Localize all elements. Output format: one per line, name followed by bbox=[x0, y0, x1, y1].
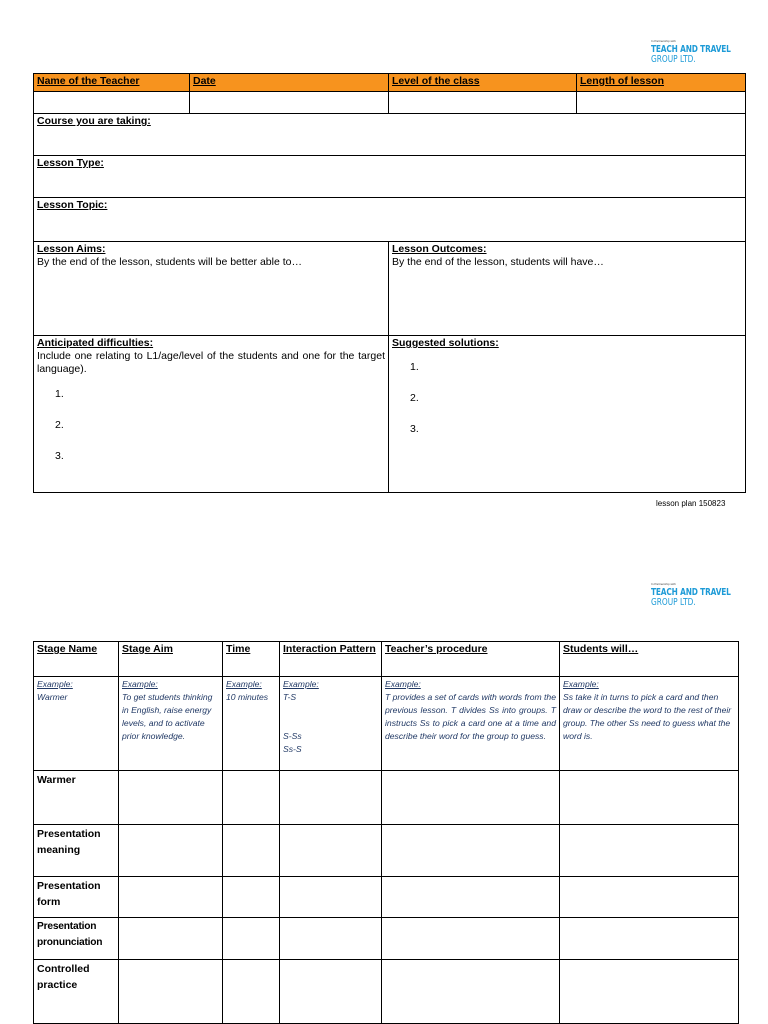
lesson-aims-text: By the end of the lesson, students will be better able to… bbox=[37, 256, 302, 268]
stage-cell[interactable] bbox=[223, 825, 280, 877]
stage-cell[interactable] bbox=[560, 771, 739, 825]
lesson-outcomes-text: By the end of the lesson, students will have… bbox=[392, 256, 604, 268]
stage-cell[interactable] bbox=[223, 960, 280, 1024]
length-label: Length of lesson bbox=[577, 74, 746, 92]
logo-partner-text: In Partnership with bbox=[651, 39, 676, 43]
stage-cell[interactable] bbox=[382, 960, 560, 1024]
stage-cell[interactable] bbox=[280, 771, 382, 825]
example-label: Example: bbox=[122, 679, 158, 689]
solution-item-1: 1. bbox=[410, 361, 419, 373]
date-field[interactable] bbox=[190, 92, 389, 114]
stage-cell[interactable] bbox=[560, 877, 739, 918]
stage-cell[interactable] bbox=[119, 877, 223, 918]
example-label: Example: bbox=[226, 679, 262, 689]
lesson-type-field[interactable] bbox=[34, 156, 746, 198]
stage-table bbox=[33, 641, 739, 1024]
stage-row-controlled-practice bbox=[34, 960, 739, 1024]
stage-row-presentation-form bbox=[34, 877, 739, 918]
lesson-outcomes-field[interactable] bbox=[389, 242, 746, 336]
footer-text: lesson plan 150823 bbox=[656, 499, 726, 508]
lesson-aims-field[interactable] bbox=[34, 242, 389, 336]
example-label: Example: bbox=[563, 679, 599, 689]
col-interaction-pattern: Interaction Pattern bbox=[280, 642, 382, 677]
length-field[interactable] bbox=[577, 92, 746, 114]
logo-line-2: GROUP LTD. bbox=[651, 596, 696, 608]
level-label: Level of the class bbox=[389, 74, 577, 92]
teacher-name-field[interactable] bbox=[34, 92, 190, 114]
company-logo bbox=[651, 40, 753, 64]
stage-cell[interactable] bbox=[119, 771, 223, 825]
example-pattern-2: S-Ss bbox=[283, 731, 302, 741]
stage-cell[interactable] bbox=[119, 918, 223, 960]
example-aim: To get students thinking in English, raise energy levels, and to activate prior knowledge. bbox=[122, 692, 213, 741]
anticipated-difficulties-field[interactable] bbox=[34, 336, 389, 493]
stage-row-presentation-pronunciation bbox=[34, 918, 739, 960]
lesson-outcomes-label: Lesson Outcomes: bbox=[392, 243, 487, 255]
stage-cell[interactable] bbox=[560, 918, 739, 960]
difficulties-label: Anticipated difficulties: bbox=[37, 337, 154, 349]
stage-cell[interactable] bbox=[560, 960, 739, 1024]
solution-item-2: 2. bbox=[410, 392, 419, 404]
col-stage-aim: Stage Aim bbox=[119, 642, 223, 677]
stage-cell[interactable] bbox=[223, 918, 280, 960]
col-stage-name: Stage Name bbox=[34, 642, 119, 677]
example-row bbox=[34, 677, 739, 771]
col-students-will: Students will… bbox=[560, 642, 739, 677]
stage-cell[interactable] bbox=[560, 825, 739, 877]
difficulty-item-2: 2. bbox=[55, 419, 64, 431]
stage-cell[interactable] bbox=[119, 960, 223, 1024]
example-label: Example: bbox=[283, 679, 319, 689]
logo-line-1: TEACH AND TRAVEL bbox=[651, 44, 731, 55]
stage-name-warmer: Warmer bbox=[34, 771, 119, 825]
stage-cell[interactable] bbox=[223, 877, 280, 918]
stage-name-presentation-form: Presentation form bbox=[34, 877, 119, 918]
stage-cell[interactable] bbox=[382, 825, 560, 877]
col-teacher-procedure: Teacher’s procedure bbox=[382, 642, 560, 677]
level-field[interactable] bbox=[389, 92, 577, 114]
stage-cell[interactable] bbox=[119, 825, 223, 877]
stage-cell[interactable] bbox=[223, 771, 280, 825]
example-stage: Warmer bbox=[37, 692, 68, 702]
difficulties-text: Include one relating to L1/age/level of the students and one for the target language). bbox=[37, 350, 385, 375]
header-row bbox=[34, 74, 746, 92]
stage-cell[interactable] bbox=[280, 918, 382, 960]
example-students: Ss take it in turns to pick a card and then draw or describe the word to the rest of their group. The other Ss need to guess what the word is. bbox=[563, 692, 732, 741]
date-label: Date bbox=[190, 74, 389, 92]
difficulty-item-1: 1. bbox=[55, 388, 64, 400]
solution-item-3: 3. bbox=[410, 423, 419, 435]
lesson-topic-field[interactable] bbox=[34, 198, 746, 242]
example-pattern-1: T-S bbox=[283, 692, 297, 702]
example-pattern-3: Ss-S bbox=[283, 744, 302, 754]
example-procedure: T provides a set of cards with words from the previous lesson. T divides Ss into groups. T instructs Ss to pick a card one at a time and describe their word for the group to guess. bbox=[385, 692, 556, 741]
difficulty-item-3: 3. bbox=[55, 450, 64, 462]
logo-partner-text: In Partnership with bbox=[651, 582, 676, 586]
logo-line-2: GROUP LTD. bbox=[651, 53, 696, 65]
example-label: Example: bbox=[37, 679, 73, 689]
teacher-name-label: Name of the Teacher bbox=[34, 74, 190, 92]
stage-table-header bbox=[34, 642, 739, 677]
example-label: Example: bbox=[385, 679, 421, 689]
solutions-label: Suggested solutions: bbox=[392, 337, 499, 349]
lesson-plan-form bbox=[33, 73, 746, 493]
col-time: Time bbox=[223, 642, 280, 677]
stage-name-presentation-pronunciation: Presentation pronunciation bbox=[34, 918, 119, 960]
header-input-row bbox=[34, 92, 746, 114]
stage-name-controlled-practice: Controlled practice bbox=[34, 960, 119, 1024]
course-field[interactable] bbox=[34, 114, 746, 156]
lesson-topic-label: Lesson Topic: bbox=[37, 199, 108, 211]
suggested-solutions-field[interactable] bbox=[389, 336, 746, 493]
stage-row-presentation-meaning bbox=[34, 825, 739, 877]
stage-name-presentation-meaning: Presentation meaning bbox=[34, 825, 119, 877]
example-time: 10 minutes bbox=[226, 692, 269, 702]
course-label: Course you are taking: bbox=[37, 115, 151, 127]
lesson-aims-label: Lesson Aims: bbox=[37, 243, 106, 255]
stage-cell[interactable] bbox=[382, 877, 560, 918]
stage-cell[interactable] bbox=[280, 825, 382, 877]
company-logo-page-2 bbox=[651, 583, 753, 607]
stage-cell[interactable] bbox=[382, 771, 560, 825]
stage-cell[interactable] bbox=[382, 918, 560, 960]
logo-line-1: TEACH AND TRAVEL bbox=[651, 587, 731, 598]
stage-cell[interactable] bbox=[280, 960, 382, 1024]
stage-cell[interactable] bbox=[280, 877, 382, 918]
lesson-type-label: Lesson Type: bbox=[37, 157, 104, 169]
stage-row-warmer bbox=[34, 771, 739, 825]
